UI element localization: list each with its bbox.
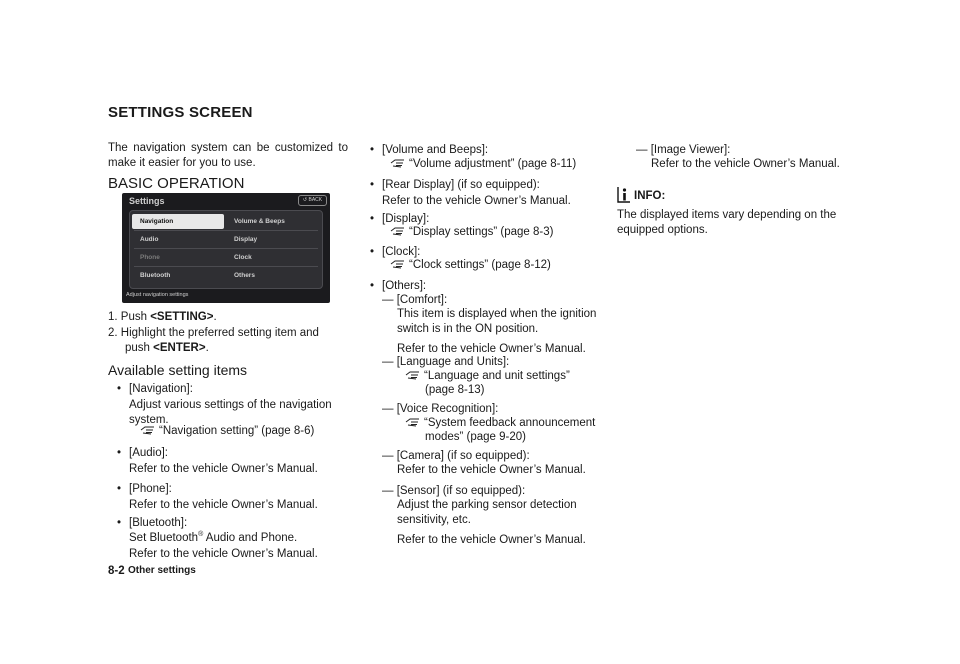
voice-ref-line2: modes” (page 9-20) (425, 431, 526, 443)
screen-item-volume-beeps: Volume & Beeps (234, 218, 285, 225)
screen-item-phone: Phone (140, 254, 160, 261)
enter-key: <ENTER> (153, 341, 206, 354)
screen-item-navigation: Navigation (132, 214, 224, 229)
pointing-hand-icon (390, 225, 406, 236)
bluetooth-desc-pre: Set Bluetooth (129, 532, 199, 544)
step2-line2 (108, 341, 348, 356)
clock-label: • [Clock]: (382, 246, 421, 258)
sensor-desc (397, 498, 601, 548)
item-rear-display (382, 178, 540, 193)
info-text-line2: equipped options. (617, 223, 708, 236)
screen-item-display: Display (234, 236, 258, 243)
navigation-desc (129, 398, 348, 427)
screen-separator (134, 248, 318, 249)
voice-ref (405, 416, 595, 431)
item-navigation (129, 382, 193, 397)
comfort-desc-line1: This item is displayed when the ignition (397, 308, 597, 320)
pointing-hand-icon (390, 258, 406, 269)
rear-display-desc: Refer to the vehicle Owner’s Manual. (382, 195, 571, 207)
intro-line: The navigation system can be customized to make it easier for you to use. (108, 142, 348, 169)
screen-status-text: Adjust navigation settings (126, 292, 189, 298)
item-bluetooth (129, 516, 187, 531)
sensor-desc-line1: Adjust the parking sensor detection (397, 499, 577, 511)
comfort-desc (397, 307, 601, 357)
navigation-desc-line1: Adjust various settings of the navigation (129, 399, 332, 411)
camera-desc: Refer to the vehicle Owner’s Manual. (397, 464, 586, 476)
phone-label: • [Phone]: (129, 483, 172, 495)
pointing-hand-icon (405, 416, 421, 427)
comfort-desc-line2: switch is in the ON position. (397, 322, 539, 335)
language-label: — [Language and Units]: (382, 356, 510, 368)
section-title: SETTINGS SCREEN (108, 104, 253, 121)
item-others (382, 279, 426, 294)
step-1 (108, 310, 217, 325)
back-arrow-icon: ↺ (302, 197, 308, 203)
screen-item-audio: Audio (140, 236, 159, 243)
volume-ref (390, 157, 576, 172)
bluetooth-desc-2: Refer to the vehicle Owner’s Manual. (129, 548, 318, 560)
sensor-desc-line3: Refer to the vehicle Owner’s Manual. (397, 534, 586, 546)
display-label: • [Display]: (382, 213, 430, 225)
back-label: BACK (308, 197, 323, 203)
page-number: 8-2 (108, 565, 125, 577)
screen-item-bluetooth: Bluetooth (140, 272, 171, 279)
item-volume-beeps (382, 143, 488, 158)
rear-display-label: • [Rear Display] (if so equipped): (382, 179, 540, 191)
display-ref (390, 225, 553, 240)
available-heading: Available setting items (108, 362, 248, 378)
screen-separator (134, 266, 318, 267)
step2-push: push (125, 341, 154, 354)
info-text (617, 208, 853, 237)
image-viewer-desc: Refer to the vehicle Owner’s Manual. (651, 158, 840, 170)
screen-separator (134, 230, 318, 231)
volume-label: • [Volume and Beeps]: (382, 144, 489, 156)
pointing-hand-icon (140, 424, 156, 435)
bluetooth-label: • [Bluetooth]: (129, 517, 188, 529)
clock-ref (390, 258, 551, 273)
bluetooth-desc (129, 531, 297, 546)
voice-ref-text: “System feedback announcement (424, 417, 596, 429)
step1-suffix: . (213, 311, 217, 323)
sensor-desc-line2: sensitivity, etc. (397, 513, 471, 526)
image-viewer-label: — [Image Viewer]: (636, 144, 731, 156)
item-phone (129, 482, 172, 497)
step2-suffix: . (205, 341, 209, 354)
audio-desc: Refer to the vehicle Owner’s Manual. (129, 463, 318, 475)
audio-label: • [Audio]: (129, 447, 168, 459)
info-icon (617, 186, 631, 203)
comfort-label: — [Comfort]: (382, 294, 448, 306)
screen-title: Settings (129, 196, 165, 206)
registered-mark: ® (198, 531, 204, 539)
navigation-desc-line2: system. (129, 413, 169, 426)
language-ref (405, 369, 570, 384)
clock-ref-text: “Clock settings” (page 8-12) (409, 259, 551, 271)
volume-ref-text: “Volume adjustment” (page 8-11) (409, 158, 577, 170)
navigation-ref-text: “Navigation setting” (page 8-6) (159, 425, 315, 437)
bluetooth-desc-post: Audio and Phone. (203, 532, 298, 544)
camera-label: — [Camera] (if so equipped): (382, 450, 530, 462)
navigation-ref (140, 424, 314, 439)
step1-prefix: 1. Push (108, 311, 151, 323)
step2-line1: 2. Highlight the preferred setting item and (108, 327, 319, 339)
comfort-desc-line3: Refer to the vehicle Owner’s Manual. (397, 343, 586, 355)
item-audio (129, 446, 168, 461)
intro-text (108, 141, 348, 170)
setting-key: <SETTING> (150, 311, 214, 323)
display-ref-text: “Display settings” (page 8-3) (409, 226, 554, 238)
info-text-line1: The displayed items vary depending on the (617, 209, 837, 221)
language-ref-text: “Language and unit settings” (424, 370, 570, 382)
screen-item-clock: Clock (234, 254, 252, 261)
navigation-label: • [Navigation]: (129, 383, 193, 395)
basic-operation-heading: BASIC OPERATION (108, 175, 245, 192)
language-ref-line2: (page 8-13) (425, 384, 485, 396)
pointing-hand-icon (405, 369, 421, 380)
step-2 (108, 326, 348, 355)
phone-desc: Refer to the vehicle Owner’s Manual. (129, 499, 318, 511)
screen-menu-panel (129, 210, 323, 289)
footer-section: Other settings (128, 565, 196, 576)
others-label: • [Others]: (382, 280, 427, 292)
sensor-label: — [Sensor] (if so equipped): (382, 485, 526, 497)
voice-label: — [Voice Recognition]: (382, 403, 499, 415)
pointing-hand-icon (390, 157, 406, 168)
info-label: INFO: (634, 190, 666, 202)
screen-item-others: Others (234, 272, 255, 279)
screen-back-button (298, 195, 327, 206)
